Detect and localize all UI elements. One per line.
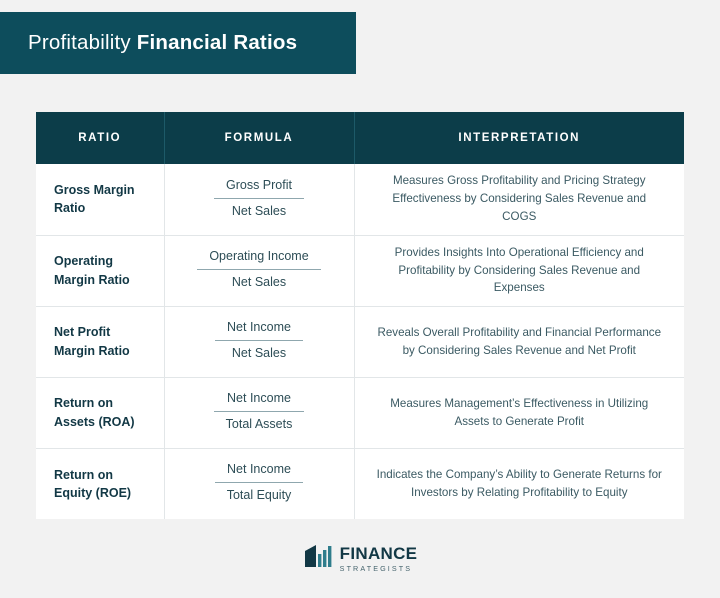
interpretation-text: Provides Insights Into Operational Efficiency and Profitability by Considering Sales Revenue and Expenses: [354, 235, 684, 306]
ratio-name: Net Profit Margin Ratio: [36, 306, 164, 377]
fraction: [197, 250, 320, 290]
fraction-denominator: Total Equity: [226, 488, 292, 503]
table-row: [36, 306, 684, 377]
fraction-numerator: Operating Income: [197, 250, 320, 270]
fraction-denominator: Net Sales: [231, 203, 287, 218]
logo-line1: FINANCE: [339, 543, 418, 563]
interpretation-text: Reveals Overall Profitability and Financial Performance by Considering Sales Revenue and Net Profit: [354, 306, 684, 377]
column-header-formula: FORMULA: [164, 112, 354, 164]
table-header: [36, 112, 684, 164]
column-header-ratio: RATIO: [36, 112, 164, 164]
page-title-bold: Financial Ratios: [136, 31, 298, 54]
fraction: [214, 179, 304, 219]
table-row: [36, 377, 684, 448]
ratio-name: Return on Assets (ROA): [36, 377, 164, 448]
fraction: [214, 392, 305, 432]
table-header-row: [36, 112, 684, 164]
ratio-name: Operating Margin Ratio: [36, 235, 164, 306]
ratios-table-wrapper: [36, 112, 684, 519]
header-banner: [0, 12, 356, 74]
fraction-denominator: Total Assets: [225, 416, 293, 431]
ratio-name: Return on Equity (ROE): [36, 448, 164, 519]
page-title-light: Profitability: [28, 31, 131, 54]
logo-line2: STRATEGISTS: [339, 563, 413, 573]
column-header-interpretation: INTERPRETATION: [354, 112, 684, 164]
formula-cell: [164, 448, 354, 519]
ratio-name: Gross Margin Ratio: [36, 164, 164, 235]
interpretation-text: Measures Management’s Effectiveness in Utilizing Assets to Generate Profit: [354, 377, 684, 448]
interpretation-text: Measures Gross Profitability and Pricing Strategy Effectiveness by Considering Sales Revenue and COGS: [354, 164, 684, 235]
logo-text: [340, 545, 418, 572]
fraction-numerator: Gross Profit: [214, 179, 304, 199]
fraction-numerator: Net Income: [215, 463, 304, 483]
fraction-numerator: Net Income: [215, 321, 303, 341]
fraction: [215, 463, 304, 503]
formula-cell: [164, 306, 354, 377]
bar-chart-icon: [303, 543, 333, 574]
footer-logo: [0, 543, 720, 574]
interpretation-text: Indicates the Company’s Ability to Generate Returns for Investors by Relating Profitability to Equity: [354, 448, 684, 519]
formula-cell: [164, 235, 354, 306]
page-title: [28, 31, 297, 55]
table-row: [36, 164, 684, 235]
formula-cell: [164, 377, 354, 448]
fraction-denominator: Net Sales: [231, 274, 287, 289]
fraction-denominator: Net Sales: [231, 345, 287, 360]
formula-cell: [164, 164, 354, 235]
table-body: [36, 164, 684, 519]
table-row: [36, 448, 684, 519]
ratios-table: [36, 112, 684, 519]
table-row: [36, 235, 684, 306]
banner-arrow-decoration: [320, 12, 356, 74]
fraction-numerator: Net Income: [214, 392, 305, 412]
fraction: [215, 321, 303, 361]
